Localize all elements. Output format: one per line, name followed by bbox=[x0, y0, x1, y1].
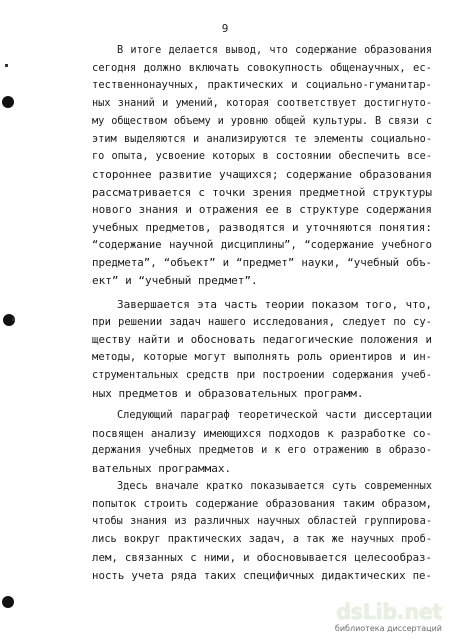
binder-hole-bottom bbox=[2, 596, 14, 608]
page-number: 9 bbox=[221, 22, 229, 35]
paragraph-first-line: В итоге делается вывод, что содержание образования bbox=[117, 44, 432, 56]
paragraph-line: лем, связанных с ними, и обосновывается целесообраз- bbox=[92, 550, 432, 564]
paragraph-first-line: Завершается эта часть теории показом того, что, bbox=[117, 298, 432, 311]
paragraph-line: “содержание научной дисциплины”, “содержание учебного bbox=[92, 238, 432, 251]
paragraph-line: ществу найти и обосновать педагогические положения и bbox=[92, 333, 432, 347]
watermark-subtitle: библиотека диссертаций bbox=[334, 624, 442, 633]
paragraph-line: посвящен анализу имеющихся подходов к разработке со- bbox=[92, 426, 432, 440]
paragraph-line: чтобы знания из различных научных областей группирова- bbox=[92, 515, 432, 528]
paragraph-first-line: Следующий параграф теоретической части диссертации bbox=[117, 409, 432, 421]
paragraph-line: учебных предметов, разводятся и уточняются понятия: bbox=[92, 221, 432, 234]
paragraph-line: ных знаний и умений, которая соответствует достигнуто- bbox=[92, 97, 432, 110]
paragraph-line: стороннее развитие учащихся; содержание образования bbox=[92, 167, 432, 181]
paragraph-line: тественнонаучных, практических и социально-гуманитар- bbox=[92, 79, 432, 92]
paragraph-line: ект” и “учебный предмет”. bbox=[92, 274, 258, 288]
binder-mark-middle bbox=[12, 318, 15, 321]
binder-hole-top bbox=[2, 96, 14, 108]
watermark-logo: dsLib.net bbox=[336, 600, 442, 624]
paragraph-line: этим выделяются и анализируются те элементы социально- bbox=[92, 132, 432, 145]
paragraph-first-line: Здесь вначале кратко показывается суть современных bbox=[117, 480, 432, 492]
paragraph-line: ность учета ряда таких специфичных дидактических пе- bbox=[92, 568, 432, 582]
paragraph-line: методы, которые могут выполнять роль ориентиров и ин- bbox=[92, 351, 432, 364]
paragraph-line: ных предметов и образовательных программ. bbox=[92, 386, 364, 400]
paragraph-line: му обществом объему и уровню общей культуры. В связи с bbox=[92, 114, 432, 127]
paragraph-line: сегодня должно включать совокупность общенаучных, ес- bbox=[92, 61, 432, 74]
paragraph-line: вательных программах. bbox=[92, 462, 232, 476]
binder-mark-top bbox=[5, 64, 8, 67]
dslib-watermark bbox=[334, 600, 442, 636]
paragraph-line: струментальных средств при построении содержания учеб- bbox=[92, 368, 432, 381]
paragraph-line: рассматривается с точки зрения предметной структуры bbox=[92, 185, 432, 199]
paragraph-line: нового знания и отражения ее в структуре содержания bbox=[92, 203, 432, 217]
paragraph-line: держания учебных предметов и к его отражению в образо- bbox=[92, 444, 432, 457]
paragraph-line: го опыта, усвоение которых в состоянии обеспечить все- bbox=[92, 150, 432, 163]
paragraph-line: при решении задач нашего исследования, следует по су- bbox=[92, 315, 432, 328]
paragraph-line: предмета”, “объект” и “предмет” науки, “учебный объ- bbox=[92, 256, 432, 270]
paragraph-line: попыток строить содержание образования таким образом, bbox=[92, 497, 432, 510]
paragraph-line: лись вокруг практических задач, а так же научных проб- bbox=[92, 533, 432, 546]
